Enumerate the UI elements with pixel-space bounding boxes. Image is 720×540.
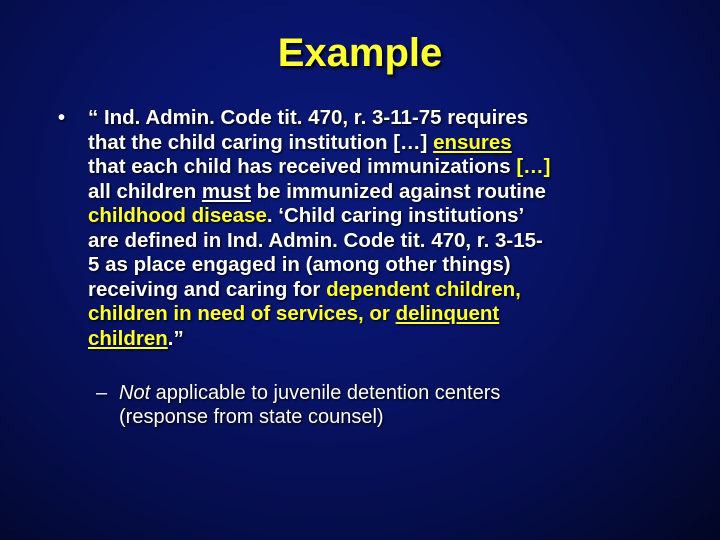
highlight-must: must: [201, 179, 251, 203]
highlight-ensures: ensures: [433, 130, 512, 154]
bullet-marker: •: [58, 107, 66, 129]
highlight-ellipsis: […]: [516, 155, 551, 178]
bullet-line-6: [88, 229, 648, 254]
highlight-dependent-children: dependent children,: [326, 277, 521, 301]
bullet-line-1-text: “ Ind. Admin. Code tit. 470, r. 3-11-75 requires: [88, 106, 529, 129]
bullet-line-3: [88, 155, 648, 180]
bullet-line-10-text: .”: [167, 326, 184, 350]
highlight-delinquent: delinquent: [395, 302, 500, 325]
bullet-line-5-text: . ‘Child caring institutions’: [266, 204, 525, 227]
main-bullet: [58, 106, 648, 351]
sub-emphasis-not: Not: [119, 382, 151, 404]
bullet-line-6-text: are defined in Ind. Admin. Code tit. 470, r. 3-15-: [88, 228, 543, 252]
bullet-line-4: [88, 180, 648, 205]
bullet-line-2-text: that the child caring institution […]: [88, 130, 434, 154]
sub-bullet-text: [119, 381, 656, 429]
sub-line-1-text: applicable to juvenile detention centers: [150, 382, 501, 404]
bullet-line-8-text: receiving and caring for: [88, 277, 327, 301]
highlight-childhood-disease: childhood disease: [88, 204, 267, 227]
sub-bullet-marker: –: [96, 382, 108, 404]
sub-line-2: [119, 405, 656, 429]
bullet-line-5: [88, 204, 648, 229]
bullet-line-2: [88, 131, 648, 156]
bullet-text: [88, 106, 648, 351]
bullet-line-4-text-a: all children: [88, 179, 202, 203]
bullet-line-10: [88, 327, 648, 352]
sub-line-1: [119, 381, 656, 405]
highlight-children: children: [88, 326, 168, 350]
sub-line-2-text: (response from state counsel): [119, 406, 384, 428]
bullet-line-9: [88, 302, 648, 327]
bullet-line-3-text: that each child has received immunizations: [88, 155, 517, 178]
bullet-line-8: [88, 278, 648, 303]
slide-title: Example: [277, 31, 443, 75]
bullet-line-1: [88, 106, 648, 131]
bullet-line-7-text: 5 as place engaged in (among other things): [88, 253, 511, 276]
sub-bullet: [96, 381, 656, 429]
bullet-line-7: [88, 253, 648, 278]
bullet-line-4-text-b: be immunized against routine: [250, 179, 546, 203]
highlight-children-in-need: children in need of services, or: [88, 302, 396, 325]
